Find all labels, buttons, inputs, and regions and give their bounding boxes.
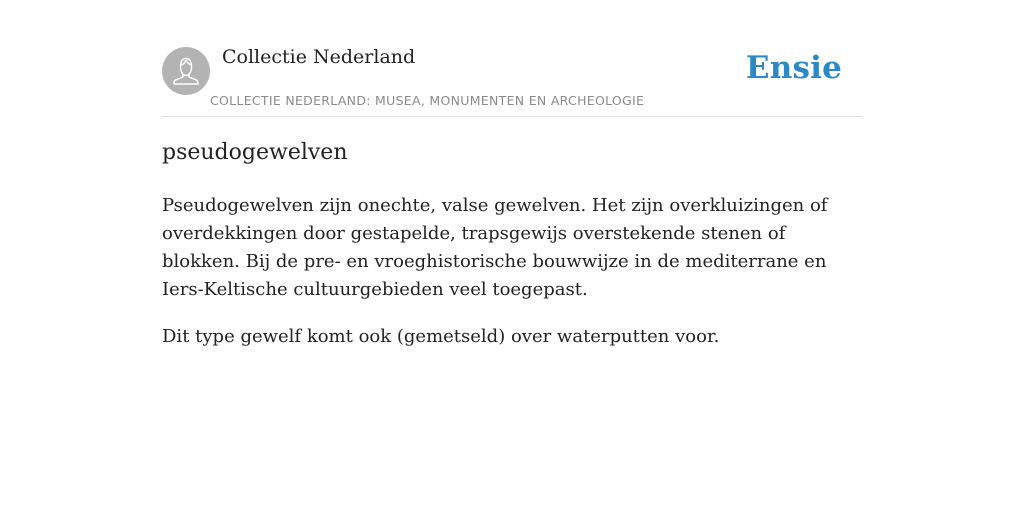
author-link[interactable]: Collectie Nederland [222,46,416,68]
entry-content [162,192,862,370]
source-subtitle[interactable]: COLLECTIE NEDERLAND: MUSEA, MONUMENTEN EN ARCHEOLOGIE [210,93,645,108]
avatar[interactable] [162,47,210,95]
user-icon [162,47,210,95]
entry-paragraph: Dit type gewelf komt ook (gemetseld) over waterputten voor. [162,326,720,347]
ensie-logo[interactable]: Ensie [745,50,842,86]
entry-header [162,40,862,117]
entry-paragraph: Pseudogewelven zijn onechte, valse gewelven. Het zijn overkluizingen of overdekkingen door gestapelde, trapsgewijs overstekende stenen of blokken. Bij de pre- en vroeghistorische bouwwijze in de mediterrane en Iers-Keltische cultuurgebieden veel toegepast. [162,195,828,300]
entry-title: pseudogewelven [162,140,348,165]
